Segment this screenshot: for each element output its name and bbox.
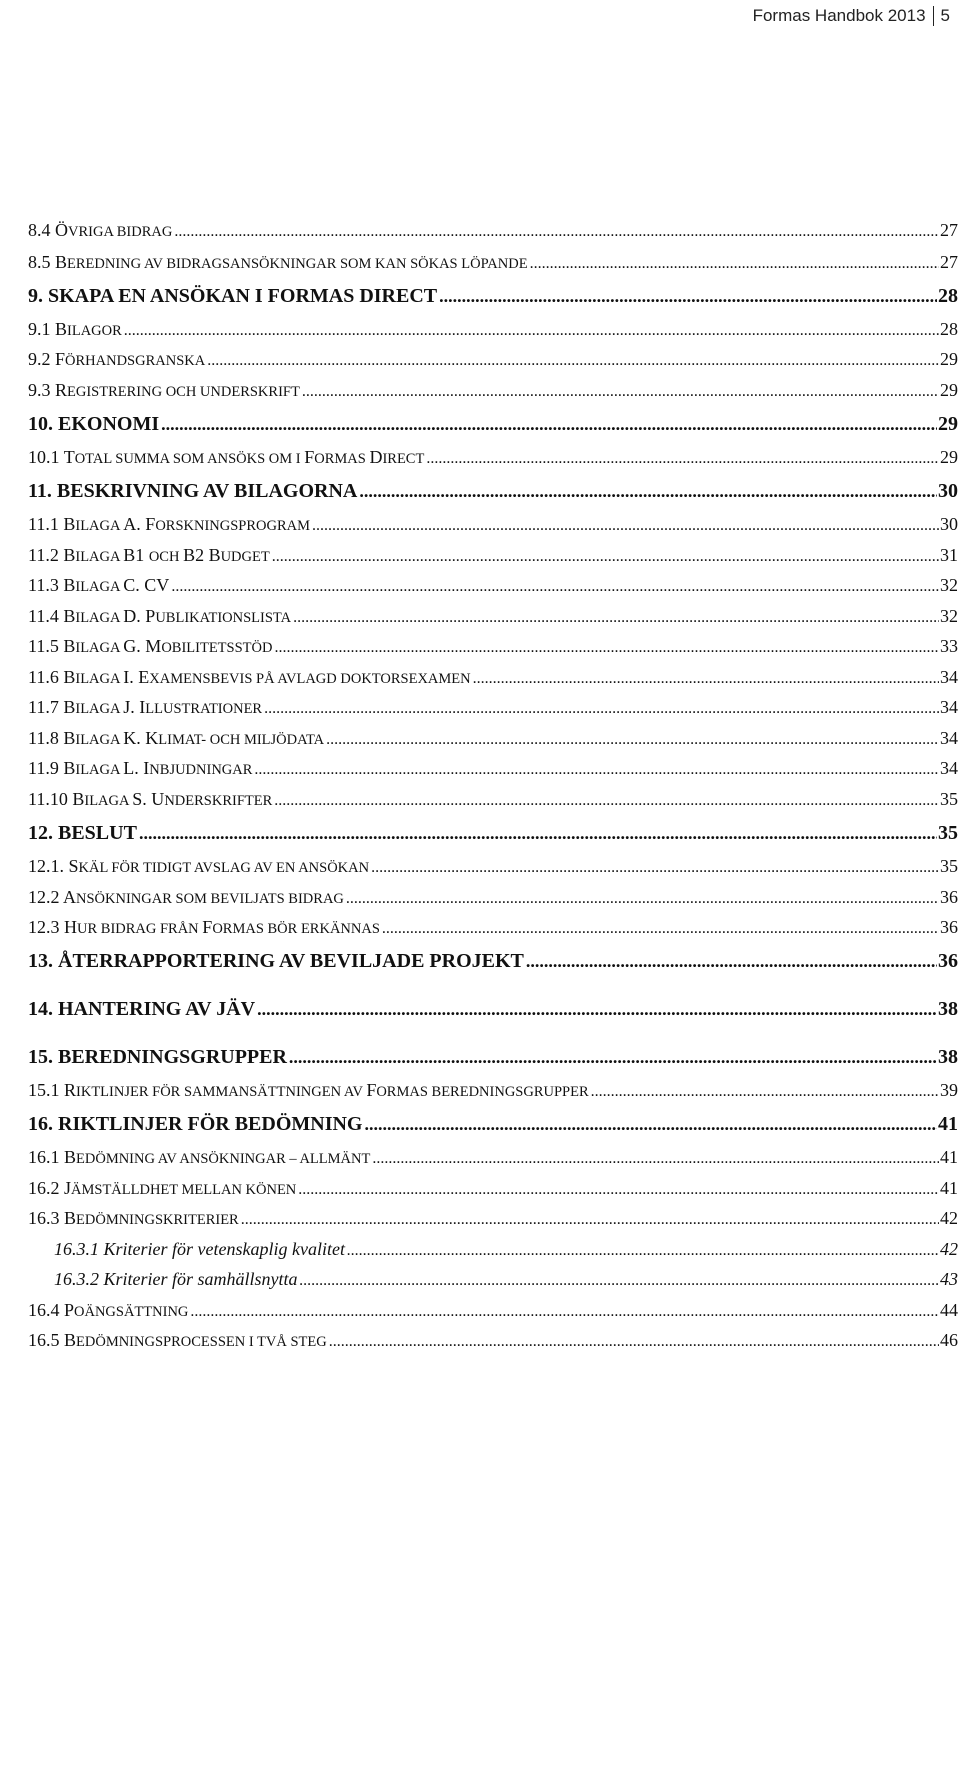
toc-entry-page: 29: [940, 349, 958, 369]
toc-entry-title: 11.4 BILAGA D. PUBLIKATIONSLISTA: [28, 606, 292, 626]
toc-entry-page: 42: [940, 1208, 958, 1228]
toc-entry[interactable]: [28, 220, 958, 241]
toc-entry-page: 28: [938, 285, 958, 307]
toc-entry-title: 9.1 BILAGOR: [28, 319, 122, 339]
toc-entry-page: 27: [940, 252, 958, 272]
toc-leader-dots: [439, 286, 937, 307]
toc-leader-dots: [161, 414, 937, 435]
toc-entry-page: 39: [940, 1080, 958, 1100]
toc-leader-dots: [346, 890, 939, 908]
toc-entry-page: 34: [940, 697, 958, 717]
toc-entry-page: 41: [940, 1147, 958, 1167]
toc-entry[interactable]: [28, 1080, 958, 1101]
toc-entry[interactable]: [28, 667, 958, 688]
toc-entry-page: 32: [940, 606, 958, 626]
toc-entry[interactable]: [28, 1239, 958, 1260]
toc-entry-page: 33: [940, 636, 958, 656]
toc-entry-title: 8.4 ÖVRIGA BIDRAG: [28, 220, 173, 240]
toc-entry-title: 16.1 BEDÖMNING AV ANSÖKNINGAR – ALLMÄNT: [28, 1147, 371, 1167]
toc-entry[interactable]: [28, 1269, 958, 1290]
toc-entry[interactable]: [28, 1113, 958, 1136]
toc-entry[interactable]: [28, 998, 958, 1021]
toc-leader-dots: [293, 609, 939, 627]
toc-leader-dots: [371, 859, 939, 877]
toc-leader-dots: [347, 1242, 939, 1260]
toc-entry[interactable]: [28, 1046, 958, 1069]
toc-leader-dots: [257, 999, 937, 1020]
toc-entry-title: 16.3.2 Kriterier för samhällsnytta: [54, 1269, 298, 1289]
toc-entry[interactable]: [28, 856, 958, 877]
toc-entry-page: 35: [940, 856, 958, 876]
toc-entry-page: 38: [938, 998, 958, 1020]
page-header: [753, 6, 950, 26]
toc-entry[interactable]: [28, 413, 958, 436]
toc-entry-title: 10. EKONOMI: [28, 413, 160, 435]
toc-entry[interactable]: [28, 285, 958, 308]
toc-leader-dots: [272, 548, 939, 566]
toc-leader-dots: [364, 1114, 937, 1135]
toc-leader-dots: [300, 1272, 939, 1290]
toc-entry[interactable]: [28, 758, 958, 779]
toc-entry-page: 31: [940, 545, 958, 565]
toc-entry[interactable]: [28, 887, 958, 908]
toc-entry-page: 34: [940, 667, 958, 687]
toc-leader-dots: [139, 823, 937, 844]
toc-entry[interactable]: [28, 917, 958, 938]
toc-leader-dots: [207, 352, 939, 370]
toc-entry-page: 28: [940, 319, 958, 339]
toc-entry[interactable]: [28, 1147, 958, 1168]
toc-entry[interactable]: [28, 252, 958, 273]
toc-entry-title: 11.5 BILAGA G. MOBILITETSSTÖD: [28, 636, 273, 656]
toc-entry[interactable]: [28, 575, 958, 596]
toc-leader-dots: [190, 1303, 939, 1321]
toc-entry-title: 12.1. SKÄL FÖR TIDIGT AVSLAG AV EN ANSÖKAN: [28, 856, 370, 876]
toc-leader-dots: [274, 792, 939, 810]
toc-entry-title: 16.4 POÄNGSÄTTNING: [28, 1300, 189, 1320]
toc-entry-title: 11.1 BILAGA A. FORSKNINGSPROGRAM: [28, 514, 311, 534]
toc-leader-dots: [174, 223, 939, 241]
toc-entry-title: 11.10 BILAGA S. UNDERSKRIFTER: [28, 789, 273, 809]
toc-leader-dots: [298, 1181, 939, 1199]
toc-leader-dots: [591, 1083, 939, 1101]
toc-entry[interactable]: [28, 380, 958, 401]
toc-entry-page: 29: [940, 380, 958, 400]
toc-leader-dots: [171, 578, 939, 596]
toc-entry-title: 10.1 TOTAL SUMMA SOM ANSÖKS OM I FORMAS DIRECT: [28, 447, 425, 467]
toc-leader-dots: [302, 383, 939, 401]
toc-entry-page: 38: [938, 1046, 958, 1068]
toc-entry-title: 11. BESKRIVNING AV BILAGORNA: [28, 480, 358, 502]
toc-entry[interactable]: [28, 606, 958, 627]
toc-entry-title: 16.5 BEDÖMNINGSPROCESSEN I TVÅ STEG: [28, 1330, 327, 1350]
toc-entry[interactable]: [28, 514, 958, 535]
toc-entry-page: 34: [940, 728, 958, 748]
toc-entry-page: 34: [940, 758, 958, 778]
toc-entry-title: 13. ÅTERRAPPORTERING AV BEVILJADE PROJEKT: [28, 950, 524, 972]
toc-entry-page: 44: [940, 1300, 958, 1320]
toc-entry-title: 9. SKAPA EN ANSÖKAN I FORMAS DIRECT: [28, 285, 438, 307]
toc-entry-title: 11.9 BILAGA L. INBJUDNINGAR: [28, 758, 253, 778]
toc-entry[interactable]: [28, 1300, 958, 1321]
toc-leader-dots: [530, 255, 939, 273]
toc-leader-dots: [473, 670, 939, 688]
toc-entry-page: 41: [940, 1178, 958, 1198]
toc-leader-dots: [526, 951, 937, 972]
toc-entry[interactable]: [28, 950, 958, 973]
toc-entry[interactable]: [28, 1208, 958, 1229]
toc-entry-title: 11.7 BILAGA J. ILLUSTRATIONER: [28, 697, 263, 717]
toc-entry-title: 9.2 FÖRHANDSGRANSKA: [28, 349, 206, 369]
toc-entry[interactable]: [28, 636, 958, 657]
toc-entry-page: 41: [938, 1113, 958, 1135]
toc-leader-dots: [359, 481, 937, 502]
toc-entry-title: 11.8 BILAGA K. KLIMAT- OCH MILJÖDATA: [28, 728, 325, 748]
toc-entry-title: 16.3 BEDÖMNINGSKRITERIER: [28, 1208, 239, 1228]
toc-entry-title: 8.5 BEREDNING AV BIDRAGSANSÖKNINGAR SOM KAN SÖKAS LÖPANDE: [28, 252, 528, 272]
toc-entry[interactable]: [28, 822, 958, 845]
toc-entry-page: 46: [940, 1330, 958, 1350]
toc-entry-title: 12. BESLUT: [28, 822, 137, 844]
toc-leader-dots: [329, 1333, 939, 1351]
toc-entry[interactable]: [28, 1178, 958, 1199]
toc-entry-title: 14. HANTERING AV JÄV: [28, 998, 256, 1020]
toc-leader-dots: [289, 1047, 937, 1068]
toc-leader-dots: [372, 1150, 939, 1168]
toc-entry-page: 35: [940, 789, 958, 809]
toc-entry-title: 12.2 ANSÖKNINGAR SOM BEVILJATS BIDRAG: [28, 887, 344, 907]
toc-leader-dots: [264, 700, 939, 718]
toc-entry-title: 11.2 BILAGA B1 OCH B2 BUDGET: [28, 545, 270, 565]
header-divider: [933, 6, 934, 26]
toc-entry[interactable]: [28, 1330, 958, 1351]
toc-leader-dots: [426, 450, 939, 468]
page-number: 5: [940, 6, 950, 25]
toc-entry[interactable]: [28, 349, 958, 370]
toc-entry[interactable]: [28, 480, 958, 503]
toc-entry-page: 30: [938, 480, 958, 502]
toc-leader-dots: [254, 761, 939, 779]
toc-entry-title: 15.1 RIKTLINJER FÖR SAMMANSÄTTNINGEN AV FORMAS BEREDNINGSGRUPPER: [28, 1080, 589, 1100]
toc-leader-dots: [382, 920, 939, 938]
toc-entry-page: 42: [940, 1239, 958, 1259]
toc-leader-dots: [312, 517, 939, 535]
toc-entry-page: 27: [940, 220, 958, 240]
toc-entry-title: 11.6 BILAGA I. EXAMENSBEVIS PÅ AVLAGD DOKTORSEXAMEN: [28, 667, 471, 687]
toc-entry-title: 15. BEREDNINGSGRUPPER: [28, 1046, 287, 1068]
toc-entry[interactable]: [28, 319, 958, 340]
toc-entry[interactable]: [28, 697, 958, 718]
toc-entry-page: 29: [938, 413, 958, 435]
toc-entry-page: 32: [940, 575, 958, 595]
toc-entry[interactable]: [28, 545, 958, 566]
toc-leader-dots: [274, 639, 939, 657]
toc-entry-title: 16. RIKTLINJER FÖR BEDÖMNING: [28, 1113, 363, 1135]
toc-entry-title: 9.3 REGISTRERING OCH UNDERSKRIFT: [28, 380, 300, 400]
toc-entry-title: 16.3.1 Kriterier för vetenskaplig kvalitet: [54, 1239, 345, 1259]
toc-entry[interactable]: [28, 447, 958, 468]
toc-entry-page: 35: [938, 822, 958, 844]
toc-entry-title: 16.2 JÄMSTÄLLDHET MELLAN KÖNEN: [28, 1178, 297, 1198]
toc-leader-dots: [124, 322, 939, 340]
toc-entry-page: 36: [940, 917, 958, 937]
toc-entry-page: 30: [940, 514, 958, 534]
document-title: Formas Handbok 2013: [752, 6, 926, 25]
toc-entry-page: 36: [938, 950, 958, 972]
toc-leader-dots: [326, 731, 939, 749]
toc-entry-page: 43: [940, 1269, 958, 1289]
toc-entry-title: 11.3 BILAGA C. CV: [28, 575, 170, 595]
toc-entry-title: 12.3 HUR BIDRAG FRÅN FORMAS BÖR ERKÄNNAS: [28, 917, 380, 937]
toc-leader-dots: [241, 1211, 939, 1229]
toc-entry[interactable]: [28, 789, 958, 810]
toc-entry-page: 36: [940, 887, 958, 907]
toc-entry-page: 29: [940, 447, 958, 467]
toc-entry[interactable]: [28, 728, 958, 749]
